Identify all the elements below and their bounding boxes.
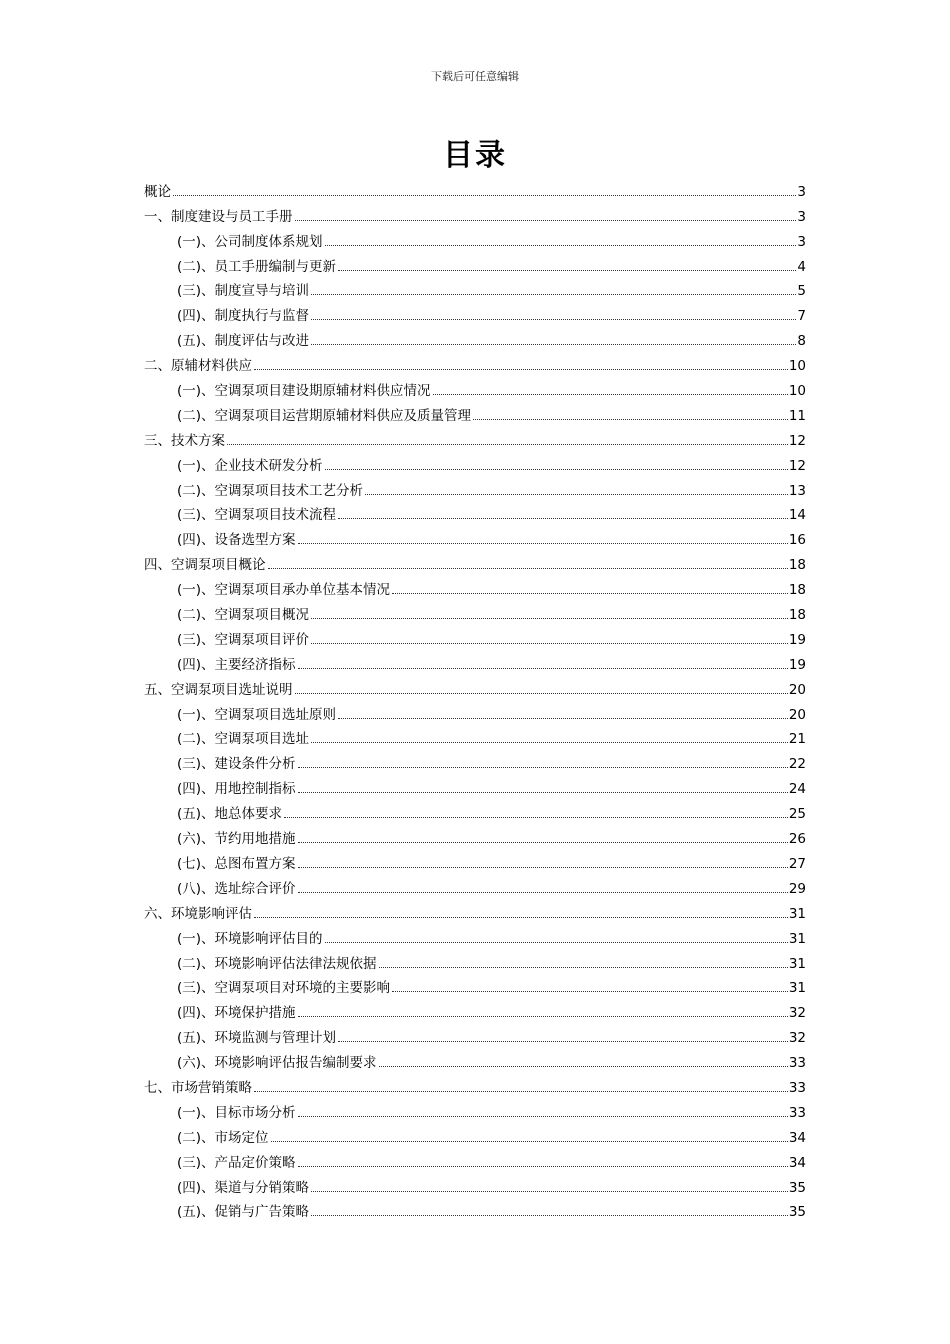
toc-entry-page-number: 29 xyxy=(788,880,806,897)
toc-dot-leader xyxy=(338,718,788,719)
toc-entry[interactable] xyxy=(144,649,806,674)
toc-entry-text: (一)、空调泵项目承办单位基本情况 xyxy=(177,582,391,599)
header-note: 下载后可任意编辑 xyxy=(431,70,519,83)
toc-entry[interactable] xyxy=(144,973,806,998)
toc-dot-leader xyxy=(254,917,788,918)
toc-entry-page-number: 25 xyxy=(788,806,806,823)
toc-entry-page-number: 18 xyxy=(788,557,806,574)
toc-entry-page-number: 32 xyxy=(788,1005,806,1022)
toc-dot-leader xyxy=(311,319,796,320)
toc-entry-text: (六)、环境影响评估报告编制要求 xyxy=(177,1055,377,1072)
toc-entry-page-number: 11 xyxy=(788,407,806,424)
toc-entry-text: (二)、空调泵项目技术工艺分析 xyxy=(177,482,364,499)
toc-entry-page-number: 35 xyxy=(788,1179,806,1196)
toc-entry[interactable] xyxy=(144,500,806,525)
toc-dot-leader xyxy=(311,643,788,644)
toc-entry-text: (八)、选址综合评价 xyxy=(177,880,296,897)
toc-entry-page-number: 18 xyxy=(788,582,806,599)
toc-entry-text: (二)、市场定位 xyxy=(177,1129,269,1146)
toc-entry-text: (五)、促销与广告策略 xyxy=(177,1204,310,1221)
toc-entry[interactable] xyxy=(144,624,806,649)
toc-dot-leader xyxy=(271,1141,788,1142)
toc-dot-leader xyxy=(295,693,788,694)
toc-entry-text: (二)、空调泵项目选址 xyxy=(177,731,310,748)
toc-entry[interactable] xyxy=(144,549,806,574)
toc-entry-page-number: 3 xyxy=(797,208,806,225)
toc-entry-text: 六、环境影响评估 xyxy=(144,905,252,922)
toc-entry[interactable] xyxy=(144,599,806,624)
toc-entry-page-number: 12 xyxy=(788,432,806,449)
toc-dot-leader xyxy=(298,1116,788,1117)
toc-entry[interactable] xyxy=(144,997,806,1022)
toc-dot-leader xyxy=(338,1041,788,1042)
toc-entry-page-number: 21 xyxy=(788,731,806,748)
toc-entry[interactable] xyxy=(144,325,806,350)
toc-entry-text: (二)、员工手册编制与更新 xyxy=(177,258,337,275)
toc-entry-text: (七)、总图布置方案 xyxy=(177,855,296,872)
toc-entry-page-number: 18 xyxy=(788,607,806,624)
toc-entry[interactable] xyxy=(144,1022,806,1047)
toc-entry-text: 概论 xyxy=(144,183,171,200)
toc-entry-text: (一)、空调泵项目建设期原辅材料供应情况 xyxy=(177,383,431,400)
toc-entry-text: (四)、设备选型方案 xyxy=(177,532,296,549)
toc-entry[interactable] xyxy=(144,798,806,823)
toc-entry[interactable] xyxy=(144,724,806,749)
toc-entry[interactable] xyxy=(144,848,806,873)
toc-entry-page-number: 8 xyxy=(797,333,806,350)
toc-entry[interactable] xyxy=(144,300,806,325)
toc-dot-leader xyxy=(379,1066,788,1067)
toc-entry-page-number: 35 xyxy=(788,1204,806,1221)
toc-dot-leader xyxy=(325,942,788,943)
toc-entry-text: (二)、空调泵项目概况 xyxy=(177,607,310,624)
toc-dot-leader xyxy=(473,419,788,420)
toc-dot-leader xyxy=(298,1166,788,1167)
toc-entry[interactable] xyxy=(144,898,806,923)
toc-entry-text: 四、空调泵项目概论 xyxy=(144,557,266,574)
toc-entry-page-number: 27 xyxy=(788,855,806,872)
toc-entry-page-number: 24 xyxy=(788,781,806,798)
toc-dot-leader xyxy=(298,543,788,544)
toc-dot-leader xyxy=(298,1016,788,1017)
toc-entry-page-number: 20 xyxy=(788,681,806,698)
toc-entry-page-number: 7 xyxy=(797,308,806,325)
toc-dot-leader xyxy=(311,1191,788,1192)
toc-entry-page-number: 34 xyxy=(788,1154,806,1171)
toc-entry-page-number: 13 xyxy=(788,482,806,499)
toc-entry-text: (五)、环境监测与管理计划 xyxy=(177,1030,337,1047)
toc-entry[interactable] xyxy=(144,773,806,798)
toc-dot-leader xyxy=(433,394,788,395)
toc-dot-leader xyxy=(338,518,788,519)
toc-entry-page-number: 12 xyxy=(788,457,806,474)
toc-entry[interactable] xyxy=(144,226,806,251)
toc-dot-leader xyxy=(295,220,797,221)
toc-entry-text: (二)、空调泵项目运营期原辅材料供应及质量管理 xyxy=(177,407,472,424)
toc-entry[interactable] xyxy=(144,201,806,226)
toc-entry[interactable] xyxy=(144,400,806,425)
toc-entry-text: (二)、环境影响评估法律法规依据 xyxy=(177,955,377,972)
toc-entry-page-number: 20 xyxy=(788,706,806,723)
toc-entry-text: (四)、用地控制指标 xyxy=(177,781,296,798)
toc-entry-page-number: 10 xyxy=(788,358,806,375)
toc-entry-text: (一)、空调泵项目选址原则 xyxy=(177,706,337,723)
toc-dot-leader xyxy=(298,867,788,868)
toc-entry[interactable] xyxy=(144,475,806,500)
toc-entry[interactable] xyxy=(144,425,806,450)
toc-entry-text: 七、市场营销策略 xyxy=(144,1079,252,1096)
toc-entry-text: 一、制度建设与员工手册 xyxy=(144,208,293,225)
toc-dot-leader xyxy=(298,792,788,793)
toc-dot-leader xyxy=(227,444,788,445)
toc-dot-leader xyxy=(284,817,788,818)
toc-entry-page-number: 34 xyxy=(788,1129,806,1146)
toc-entry[interactable] xyxy=(144,450,806,475)
toc-entry-page-number: 3 xyxy=(797,183,806,200)
toc-entry-page-number: 31 xyxy=(788,955,806,972)
toc-entry[interactable] xyxy=(144,923,806,948)
toc-entry[interactable] xyxy=(144,350,806,375)
toc-entry-text: (三)、建设条件分析 xyxy=(177,756,296,773)
toc-title: 目录 xyxy=(443,138,507,173)
toc-entry[interactable] xyxy=(144,1097,806,1122)
toc-entry[interactable] xyxy=(144,375,806,400)
toc-dot-leader xyxy=(298,892,788,893)
toc-entry-page-number: 3 xyxy=(797,233,806,250)
toc-entry-page-number: 26 xyxy=(788,831,806,848)
toc-entry-text: 二、原辅材料供应 xyxy=(144,358,252,375)
toc-dot-leader xyxy=(325,469,788,470)
toc-entry-page-number: 33 xyxy=(788,1104,806,1121)
toc-entry[interactable] xyxy=(144,251,806,276)
toc-entry[interactable] xyxy=(144,699,806,724)
toc-dot-leader xyxy=(392,991,788,992)
toc-entry-text: 五、空调泵项目选址说明 xyxy=(144,681,293,698)
toc-entry[interactable] xyxy=(144,948,806,973)
toc-dot-leader xyxy=(298,842,788,843)
toc-entry-page-number: 31 xyxy=(788,980,806,997)
toc-entry-text: (五)、地总体要求 xyxy=(177,806,283,823)
toc-entry[interactable] xyxy=(144,873,806,898)
toc-entry-text: (四)、主要经济指标 xyxy=(177,656,296,673)
toc-dot-leader xyxy=(311,618,788,619)
toc-entry-text: (一)、公司制度体系规划 xyxy=(177,233,323,250)
toc-entry-text: (一)、环境影响评估目的 xyxy=(177,930,323,947)
toc-entry-page-number: 14 xyxy=(788,507,806,524)
toc-entry-text: (三)、产品定价策略 xyxy=(177,1154,296,1171)
toc-entry-text: (三)、空调泵项目评价 xyxy=(177,631,310,648)
toc-entry[interactable] xyxy=(144,1047,806,1072)
toc-entry-page-number: 5 xyxy=(797,283,806,300)
toc-entry-page-number: 22 xyxy=(788,756,806,773)
toc-entry-text: (一)、目标市场分析 xyxy=(177,1104,296,1121)
toc-entry[interactable] xyxy=(144,1172,806,1197)
toc-entry[interactable] xyxy=(144,524,806,549)
toc-dot-leader xyxy=(311,294,796,295)
toc-dot-leader xyxy=(268,568,788,569)
toc-entry-page-number: 16 xyxy=(788,532,806,549)
toc-entry-page-number: 31 xyxy=(788,905,806,922)
toc-dot-leader xyxy=(254,1091,788,1092)
toc-dot-leader xyxy=(325,245,797,246)
toc-entry[interactable] xyxy=(144,1197,806,1222)
toc-entry-page-number: 4 xyxy=(797,258,806,275)
toc-entry-text: (一)、企业技术研发分析 xyxy=(177,457,323,474)
toc-dot-leader xyxy=(254,369,788,370)
toc-entry-text: (五)、制度评估与改进 xyxy=(177,333,310,350)
toc-entry[interactable] xyxy=(144,823,806,848)
toc-entry-text: (三)、制度宣导与培训 xyxy=(177,283,310,300)
toc-entry-page-number: 32 xyxy=(788,1030,806,1047)
toc-dot-leader xyxy=(311,1215,788,1216)
toc-entry-page-number: 19 xyxy=(788,656,806,673)
toc-entry[interactable] xyxy=(144,574,806,599)
toc-entry[interactable] xyxy=(144,674,806,699)
toc-entry-text: (四)、渠道与分销策略 xyxy=(177,1179,310,1196)
toc-dot-leader xyxy=(392,593,788,594)
toc-entry-text: 三、技术方案 xyxy=(144,432,225,449)
toc-entry[interactable] xyxy=(144,1122,806,1147)
toc-dot-leader xyxy=(311,344,796,345)
toc-dot-leader xyxy=(311,742,788,743)
toc-list xyxy=(144,176,806,1221)
toc-dot-leader xyxy=(365,494,788,495)
toc-entry-text: (四)、环境保护措施 xyxy=(177,1005,296,1022)
toc-dot-leader xyxy=(173,195,796,196)
toc-dot-leader xyxy=(298,668,788,669)
toc-entry[interactable] xyxy=(144,748,806,773)
toc-entry[interactable] xyxy=(144,1072,806,1097)
toc-entry-page-number: 10 xyxy=(788,383,806,400)
toc-entry-text: (六)、节约用地措施 xyxy=(177,831,296,848)
toc-entry[interactable] xyxy=(144,1147,806,1172)
toc-entry-text: (三)、空调泵项目对环境的主要影响 xyxy=(177,980,391,997)
toc-entry-text: (四)、制度执行与监督 xyxy=(177,308,310,325)
toc-entry-page-number: 31 xyxy=(788,930,806,947)
toc-dot-leader xyxy=(379,967,788,968)
toc-entry-page-number: 33 xyxy=(788,1079,806,1096)
toc-dot-leader xyxy=(338,270,796,271)
toc-entry[interactable] xyxy=(144,176,806,201)
toc-entry[interactable] xyxy=(144,276,806,301)
toc-entry-page-number: 33 xyxy=(788,1055,806,1072)
toc-dot-leader xyxy=(298,767,788,768)
toc-entry-text: (三)、空调泵项目技术流程 xyxy=(177,507,337,524)
toc-entry-page-number: 19 xyxy=(788,631,806,648)
